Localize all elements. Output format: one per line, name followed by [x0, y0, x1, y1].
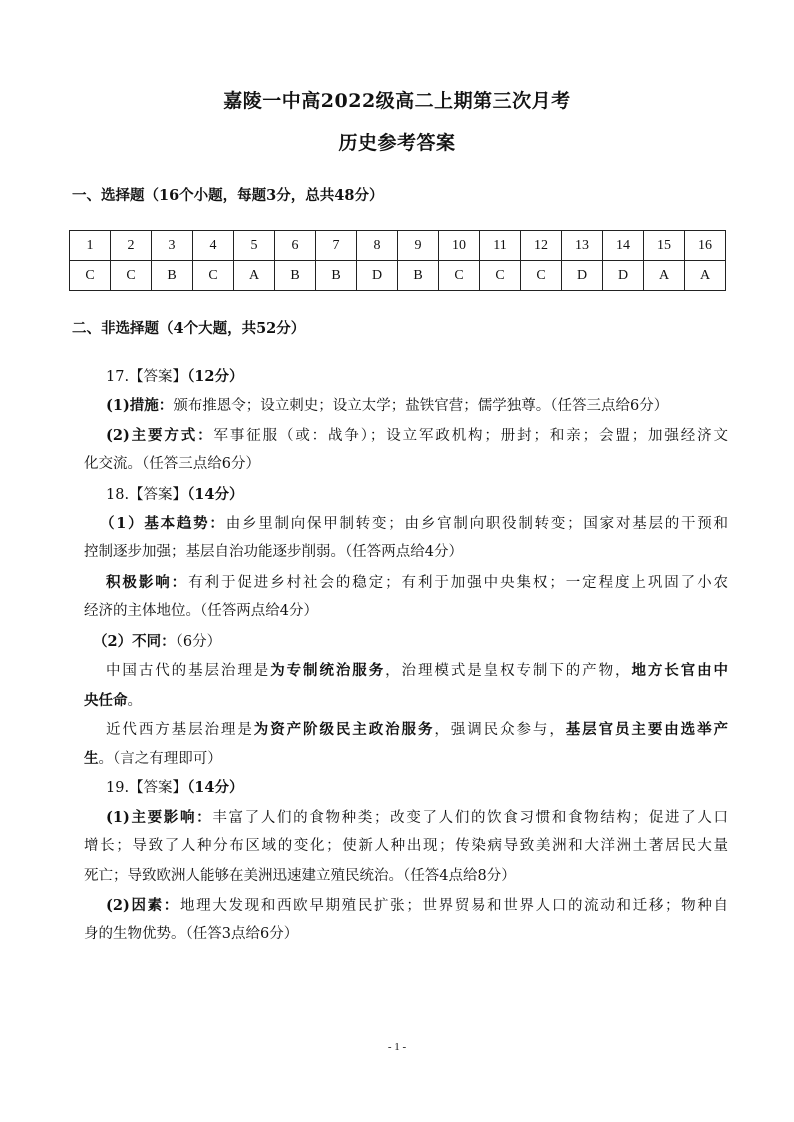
table-cell: A: [644, 261, 685, 291]
q19-part2-line2: 身的生物优势。（任答3点给6分）: [84, 926, 299, 942]
q19-part2-text: 地理大发现和西欧早期殖民扩张；世界贸易和世界人口的流动和迁移；物种自: [179, 898, 728, 914]
q18-score: （14分）: [187, 486, 244, 503]
q17-score: （12分）: [187, 368, 244, 385]
q17-head: 17.【答案】: [106, 369, 188, 385]
text-span: 中国古代的基层治理是: [106, 663, 271, 679]
q19-heading: [106, 773, 726, 804]
table-cell: C: [521, 261, 562, 291]
q17-part2-text: 军事征服（或：战争）；设立军政机构；册封；和亲；会盟；加强经济文: [213, 428, 729, 444]
q17-part2-line1: [106, 421, 728, 452]
table-cell: 7: [316, 231, 357, 261]
q18-heading: [106, 480, 726, 511]
text-span: 近代西方基层治理是: [106, 722, 254, 738]
bold-span: 基层官员主要由选举产: [565, 721, 729, 738]
q19-score: （14分）: [187, 779, 244, 796]
q17-part2-line2: 化交流。（任答三点给6分）: [84, 456, 260, 472]
q18-part2-score: （6分）: [175, 634, 222, 650]
q18-part1-line2: 控制逐步加强；基层自治功能逐步削弱。（任答两点给4分）: [84, 544, 463, 560]
table-cell: 2: [111, 231, 152, 261]
table-cell: A: [685, 261, 726, 291]
bold-span: 为专制统治服务: [270, 662, 386, 679]
q19-part1-line2: 增长；导致了人种分布区域的变化；使新人种出现；传染病导致美洲和大洋洲土著居民大量: [84, 838, 728, 854]
q19-part2-line1: [106, 891, 728, 922]
question-number-row: [70, 231, 726, 261]
q19-part1-line3: 死亡；导致欧洲人能够在美洲迅速建立殖民统治。（任答4点给8分）: [84, 868, 516, 884]
table-cell: 6: [275, 231, 316, 261]
q18-impact-line2: 经济的主体地位。（任答两点给4分）: [84, 603, 318, 619]
text-span: 。: [127, 693, 142, 709]
answer-row: [70, 261, 726, 291]
table-cell: 8: [357, 231, 398, 261]
table-cell: 15: [644, 231, 685, 261]
q18-impact-line1: [106, 568, 728, 599]
q18-part2-heading: [93, 627, 723, 658]
q18-part2-label: （2）不同：: [93, 633, 176, 650]
table-cell: 13: [562, 231, 603, 261]
q18-part1-label: （1）基本趋势：: [100, 515, 226, 532]
text-span: ，治理模式是皇权专制下的产物，: [385, 663, 632, 679]
page-number: - 1 -: [387, 1041, 407, 1053]
text-span: ，强调民众参与，: [434, 722, 566, 738]
table-cell: A: [234, 261, 275, 291]
table-cell: C: [193, 261, 234, 291]
table-cell: C: [480, 261, 521, 291]
table-cell: 4: [193, 231, 234, 261]
table-cell: 12: [521, 231, 562, 261]
q18-modern-line2: [84, 744, 728, 775]
q17-part2-label: (2)主要方式：: [106, 427, 214, 444]
q19-part1-label: (1)主要影响：: [106, 809, 213, 826]
table-cell: 11: [480, 231, 521, 261]
table-cell: B: [275, 261, 316, 291]
q18-impact-label: 积极影响：: [106, 574, 189, 591]
table-cell: 10: [439, 231, 480, 261]
bold-span: 央任命: [84, 692, 128, 709]
table-cell: B: [316, 261, 357, 291]
table-cell: 5: [234, 231, 275, 261]
q18-part1-line1: [100, 509, 728, 540]
q18-part1-text: 由乡里制向保甲制转变；由乡官制向职役制转变；国家对基层的干预和: [225, 516, 729, 532]
answer-table: [69, 230, 726, 291]
q19-part2-label: (2)因素：: [106, 897, 180, 914]
bold-span: 地方长官由中: [631, 662, 729, 679]
table-cell: B: [398, 261, 439, 291]
table-cell: D: [562, 261, 603, 291]
page-subtitle: 历史参考答案: [338, 132, 456, 154]
table-cell: 14: [603, 231, 644, 261]
table-cell: C: [111, 261, 152, 291]
table-cell: C: [439, 261, 480, 291]
q19-part1-line1: [106, 803, 728, 834]
table-cell: 9: [398, 231, 439, 261]
page-title: 嘉陵一中高2022级高二上期第三次月考: [223, 90, 571, 112]
q18-ancient-line2: [84, 686, 728, 717]
table-cell: 3: [152, 231, 193, 261]
section-heading-multiple-choice: 一、选择题（16个小题，每题3分，总共48分）: [72, 187, 384, 204]
q18-head: 18.【答案】: [106, 487, 188, 503]
q17-part1-text: 颁布推恩令；设立刺史；设立太学；盐铁官营；儒学独尊。（任答三点给6分）: [173, 398, 669, 414]
section-heading-essay: 二、非选择题（4个大题，共52分）: [72, 320, 306, 337]
bold-span: 为资产阶级民主政治服务: [253, 721, 435, 738]
table-cell: C: [70, 261, 111, 291]
bold-span: 生: [84, 750, 99, 767]
table-cell: B: [152, 261, 193, 291]
text-span: 。（言之有理即可）: [98, 751, 222, 767]
q17-part1-label: (1)措施：: [106, 397, 174, 414]
q17-heading: [106, 362, 726, 393]
q18-ancient-line1: [106, 656, 728, 687]
q18-modern-line1: [106, 715, 728, 746]
table-cell: D: [357, 261, 398, 291]
q17-part1: [106, 391, 728, 422]
table-cell: 16: [685, 231, 726, 261]
table-cell: D: [603, 261, 644, 291]
q19-part1-text: 丰富了人们的食物种类；改变了人们的饮食习惯和食物结构；促进了人口: [212, 810, 729, 826]
q18-impact-text: 有利于促进乡村社会的稳定；有利于加强中央集权；一定程度上巩固了小农: [188, 575, 729, 591]
table-cell: 1: [70, 231, 111, 261]
q19-head: 19.【答案】: [106, 780, 188, 796]
